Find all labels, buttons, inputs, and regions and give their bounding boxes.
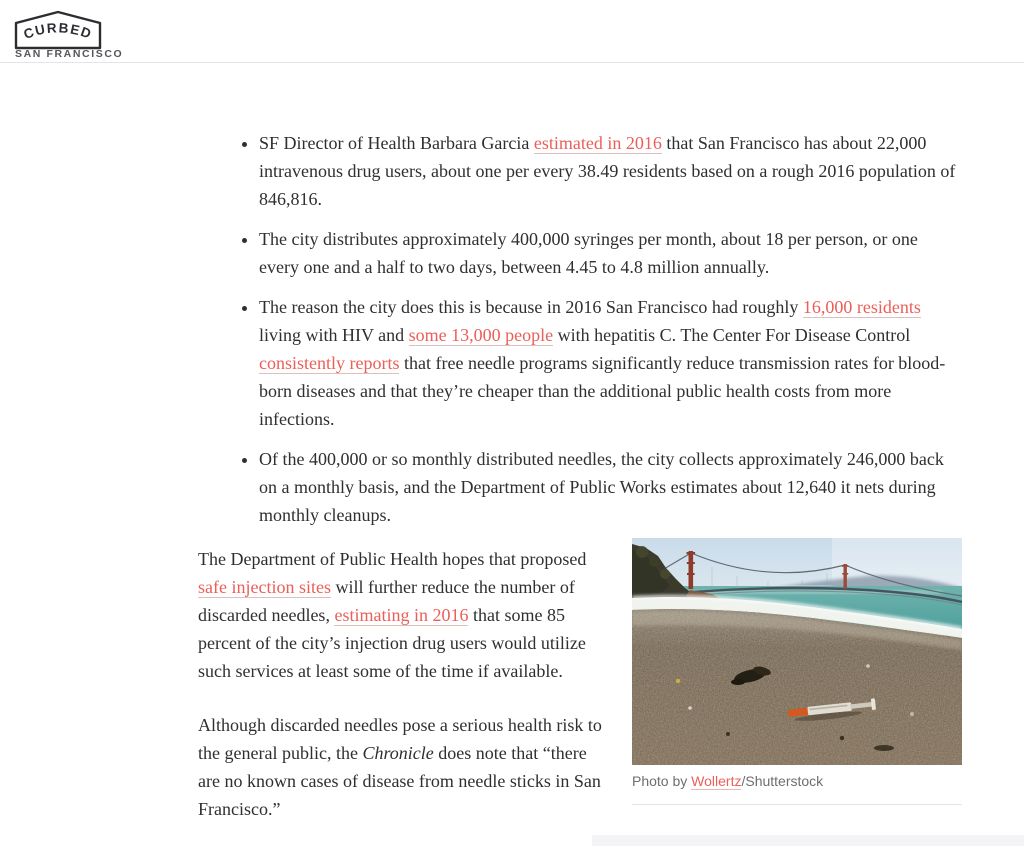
- paragraph-italic: Chronicle: [362, 743, 434, 763]
- bullet-item-text: that free needle programs significantly reduce transmission rates for blood-born diseases and that they’re cheaper than the additional public health costs from more infections.: [259, 353, 946, 429]
- bullet-item-text: The city distributes approximately 400,000 syringes per month, about 18 per person, or one every one and a half to two days, between 4.45 to 4.8 million annually.: [259, 229, 918, 277]
- paragraph-link[interactable]: safe injection sites: [198, 577, 331, 597]
- curbed-logo-icon[interactable]: [14, 10, 102, 50]
- paragraph-text: Although discarded needles pose a serious health risk to the general public, the: [198, 715, 602, 763]
- paragraph-text: does note that “there are no known cases of disease from needle sticks in San Francisco.”: [198, 743, 601, 819]
- photo-caption-link[interactable]: Wollertz: [691, 773, 742, 789]
- bullet-item-link[interactable]: some 13,000 people: [408, 325, 554, 345]
- paragraph-text: The Department of Public Health hopes that proposed: [198, 549, 587, 569]
- article-body: [198, 545, 962, 823]
- next-module-edge: [592, 835, 1024, 846]
- bullet-item: [259, 225, 962, 281]
- paragraph-text: that some 85 percent of the city’s injection drug users would utilize such services at least some of the time if available.: [198, 605, 586, 681]
- article-figure: [632, 538, 962, 805]
- bullet-item-text: SF Director of Health Barbara Garcia: [259, 133, 534, 153]
- bullet-item-text: living with HIV and: [259, 325, 409, 345]
- bullet-item-text: that San Francisco has about 22,000 intravenous drug users, about one per every 38.49 residents based on a rough 2016 population of 846,816.: [259, 133, 956, 209]
- bullet-item: [259, 129, 962, 213]
- photo-caption-text: Photo by: [632, 773, 692, 789]
- bullet-item-text: The reason the city does this is because in 2016 San Francisco had roughly: [259, 297, 803, 317]
- bullet-item-text: Of the 400,000 or so monthly distributed needles, the city collects approximately 246,000 back on a monthly basis, and the Department of Public Works estimates about 12,640 it nets during monthly cleanups.: [259, 449, 944, 525]
- photo-caption-text: /Shutterstock: [741, 773, 824, 789]
- paragraph-link[interactable]: estimating in 2016: [334, 605, 469, 625]
- bullet-item: [259, 445, 962, 529]
- bullet-item-link[interactable]: estimated in 2016: [533, 133, 662, 153]
- paragraph-text: will further reduce the number of discarded needles,: [198, 577, 575, 625]
- photo-caption: [632, 765, 962, 805]
- logo-title-text: CURBED: [21, 20, 95, 42]
- site-header: [0, 0, 1024, 63]
- bullet-item: [259, 293, 962, 433]
- article-bullet-list: [198, 129, 962, 529]
- bullet-item-text: with hepatitis C. The Center For Disease Control: [553, 325, 911, 345]
- beach-syringe-photo: [632, 538, 962, 765]
- bullet-item-link[interactable]: consistently reports: [259, 353, 400, 373]
- bullet-item-link[interactable]: 16,000 residents: [802, 297, 921, 317]
- logo-subtitle: SAN FRANCISCO: [15, 48, 124, 60]
- article-content: [198, 63, 962, 823]
